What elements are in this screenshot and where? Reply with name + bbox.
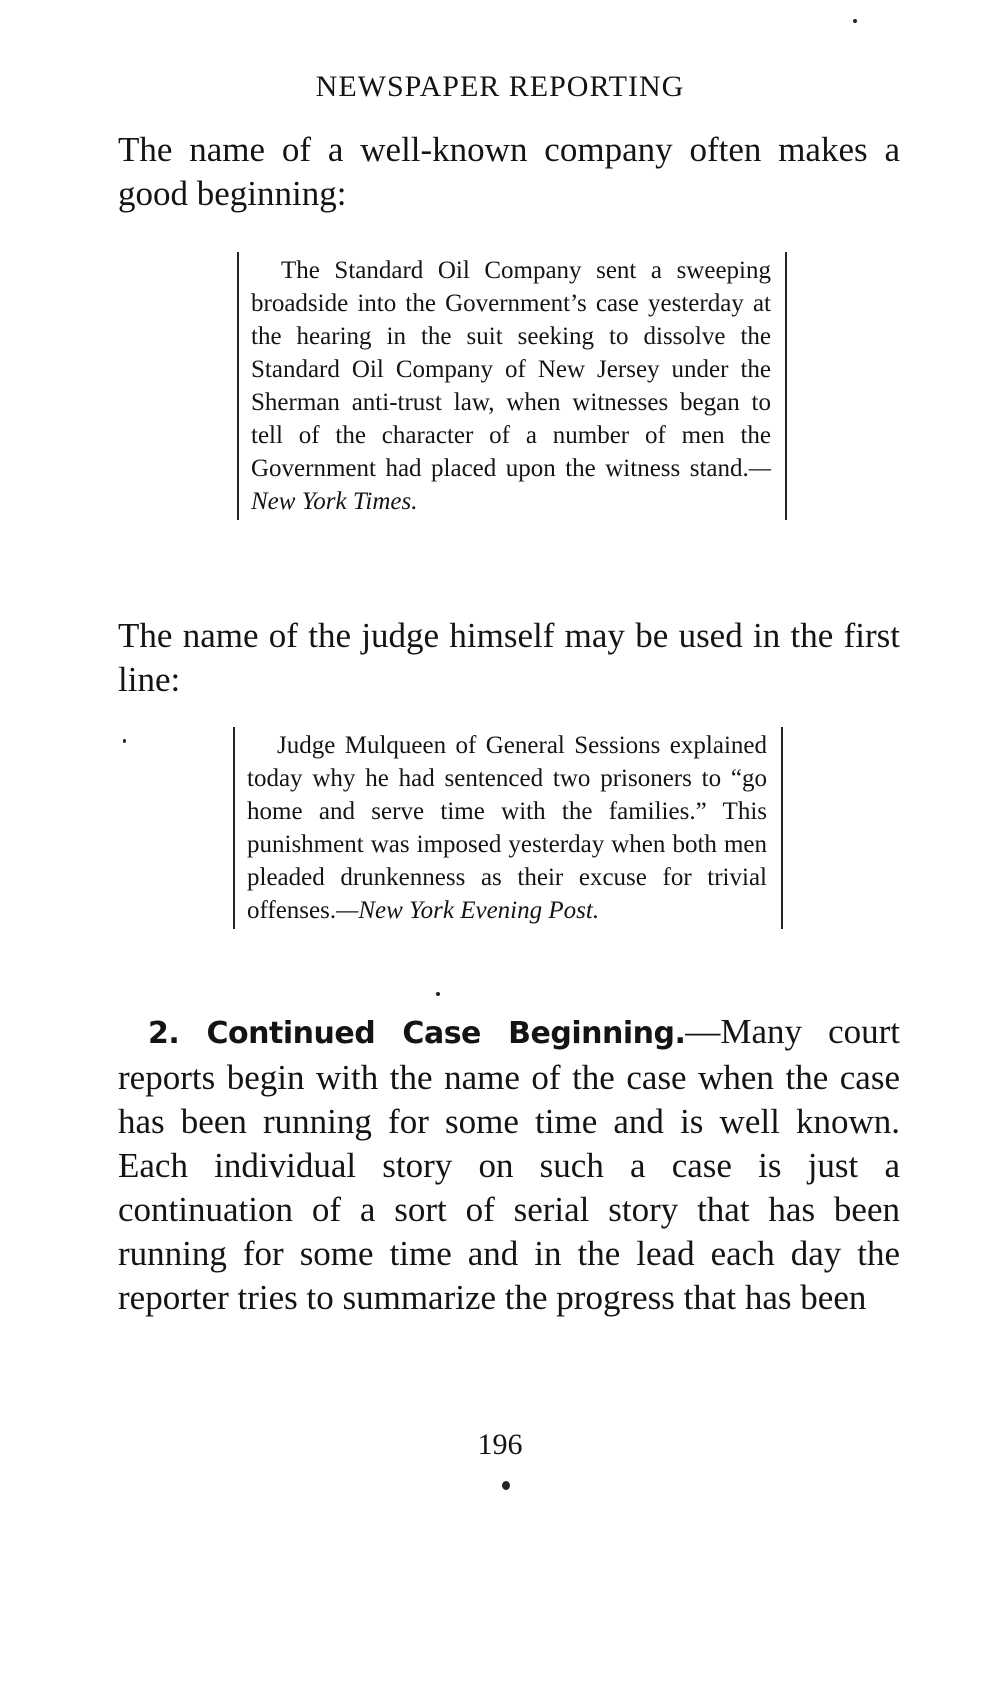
quote-block-standard-oil (237, 252, 787, 520)
print-speck (853, 19, 857, 23)
page-number: 196 (477, 1428, 523, 1461)
print-speck (436, 992, 440, 996)
section-paragraph (118, 1010, 900, 1320)
print-speck (123, 739, 126, 743)
quote-source: —New York Evening Post. (336, 897, 600, 924)
quote-source: —New York Times. (251, 455, 771, 515)
print-speck (502, 1481, 510, 1490)
quote-text: Judge Mulqueen of General Sessions explained today why he had sentenced two prisoners to “go home and serve time with the families.” This punishment was imposed yesterday when both men pleaded drunkenness as their excuse for trivial offenses. (247, 732, 767, 924)
quote-text: The Standard Oil Company sent a sweeping broadside into the Government’s case yesterday at the hearing in the suit seeking to dissolve the Standard Oil Company of New Jersey under the Sherman anti-trust law, when witnesses began to tell of the character of a number of men the Government had placed upon the witness stand. (251, 257, 771, 482)
section-body: —Many court reports begin with the name of the case when the case has been running for some time and is well known. Each individual story on such a case is just a continuation of a sort of serial story that has been running for some time and in the lead each day the reporter tries to summarize the progress that has been (118, 1012, 900, 1317)
intro-paragraph-company: The name of a well-known company often makes a good beginning: (118, 130, 900, 213)
running-head: NEWSPAPER REPORTING (315, 70, 685, 103)
section-heading: 2. Continued Case Beginning. (148, 1016, 686, 1051)
quote-block-judge-mulqueen (233, 727, 783, 929)
intro-paragraph-judge: The name of the judge himself may be used in the first line: (118, 616, 900, 699)
